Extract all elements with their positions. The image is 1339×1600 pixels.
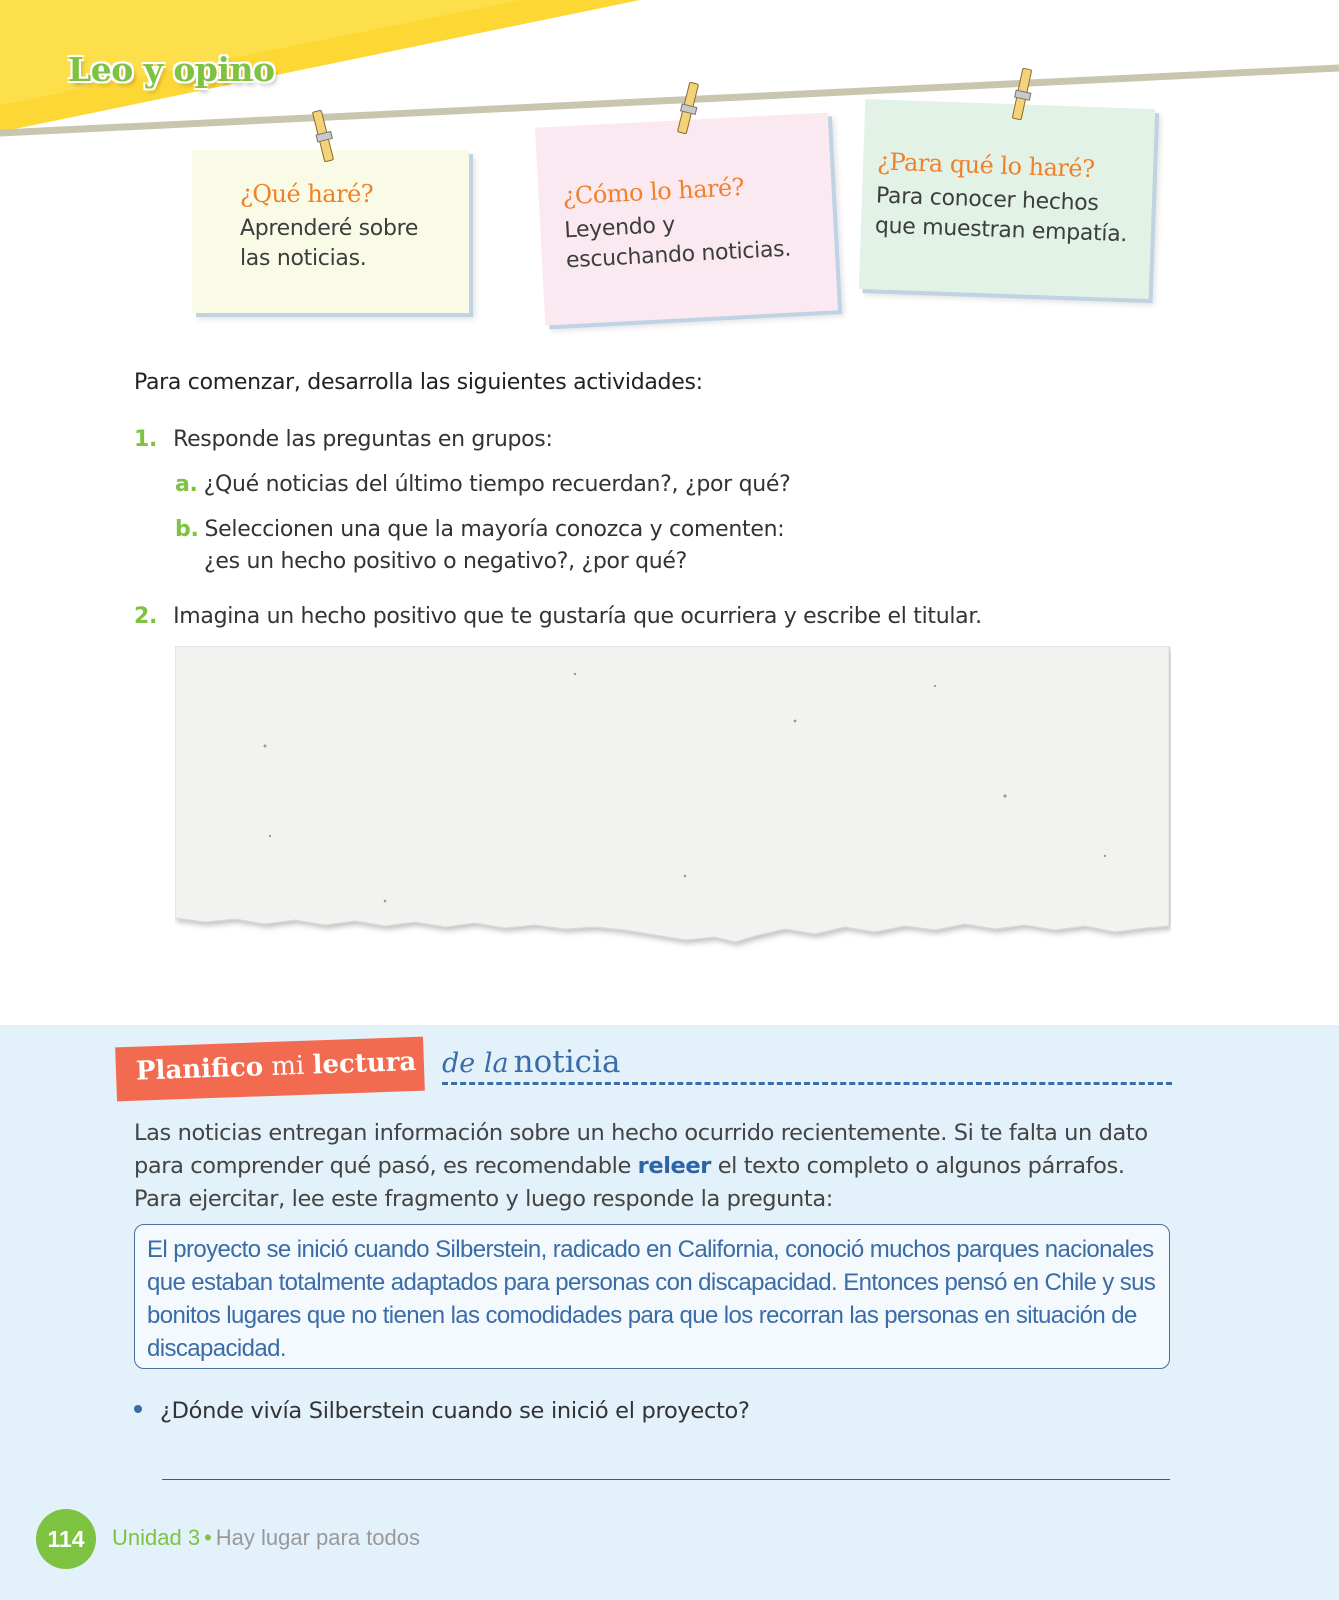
footer-separator-icon: •: [204, 1525, 212, 1550]
reading-plan-subtitle: [442, 1044, 620, 1080]
note-body: Para conocer hechos que muestran empatía.: [874, 183, 1128, 248]
tag-word: mi: [270, 1050, 305, 1082]
activities-intro: Para comenzar, desarrolla las siguientes actividades:: [134, 370, 703, 395]
page-footer: [112, 1525, 420, 1551]
question-text: ¿Dónde vivía Silberstein cuando se inició el proyecto?: [160, 1398, 750, 1424]
reading-plan-instructions: [134, 1117, 1174, 1216]
note-body: Aprenderé sobre las noticias.: [240, 216, 419, 271]
activity-letter: a.: [175, 472, 198, 497]
activity-text: Responde las preguntas en grupos:: [173, 427, 553, 452]
comprehension-question: [134, 1398, 750, 1424]
page-number: 114: [36, 1509, 96, 1569]
answer-line[interactable]: [162, 1479, 1170, 1480]
tag-word: lectura: [312, 1046, 417, 1081]
footer-unit-title: Hay lugar para todos: [215, 1525, 421, 1550]
note-heading: ¿Para qué lo haré?: [876, 147, 1095, 184]
instruction-text: Las noticias entregan información sobre un hecho ocurrido recientemente. Si te falta un dato para comprender qué pasó, es recomendable: [134, 1120, 1148, 1179]
activity-letter: b.: [175, 517, 199, 542]
activity-text: Seleccionen una que la mayoría conozca y comenten:: [204, 517, 785, 542]
subtitle-prefix: de la: [442, 1048, 509, 1079]
activity-text: ¿Qué noticias del último tiempo recuerdan?, ¿por qué?: [203, 472, 791, 497]
headline-writing-area[interactable]: [175, 646, 1171, 956]
activity-number: 1.: [134, 427, 158, 452]
note-heading: ¿Qué haré?: [240, 180, 374, 208]
reading-plan-tag: [115, 1037, 425, 1102]
activity-1a: [175, 469, 791, 501]
activity-text: Imagina un hecho positivo que te gustaría que ocurriera y escribe el titular.: [173, 604, 982, 629]
note-body: Leyendo y escuchando noticias.: [563, 212, 792, 274]
bullet-icon: [134, 1405, 142, 1413]
activity-1b: [175, 514, 784, 578]
tag-word: Planifico: [135, 1052, 264, 1087]
goal-note-why: [859, 99, 1155, 299]
subtitle-keyword: noticia: [513, 1044, 621, 1080]
goal-note-what: [192, 150, 469, 313]
section-title: Leo y opino: [68, 50, 275, 89]
dashed-divider: [442, 1082, 1172, 1085]
note-heading: ¿Cómo lo haré?: [561, 172, 745, 211]
activity-1: [134, 424, 553, 456]
footer-unit: Unidad 3: [112, 1525, 201, 1550]
activity-2: [134, 601, 982, 633]
instruction-text: el texto completo o algunos párrafos. Para ejercitar, lee este fragmento y luego responde la pregunta:: [134, 1153, 1125, 1212]
news-fragment-box: El proyecto se inició cuando Silberstein, radicado en California, conoció muchos parques nacionales que estaban totalmente adaptados para personas con discapacidad. Entonces pensó en Chile y sus bonitos lugares que no tienen las comodidades para que los recorran las personas en situación de discapacidad.: [134, 1224, 1170, 1369]
goal-note-how: [535, 112, 838, 325]
activity-text-continued: ¿es un hecho positivo o negativo?, ¿por qué?: [204, 549, 688, 574]
activity-number: 2.: [134, 604, 158, 629]
instruction-keyword: releer: [637, 1153, 711, 1179]
